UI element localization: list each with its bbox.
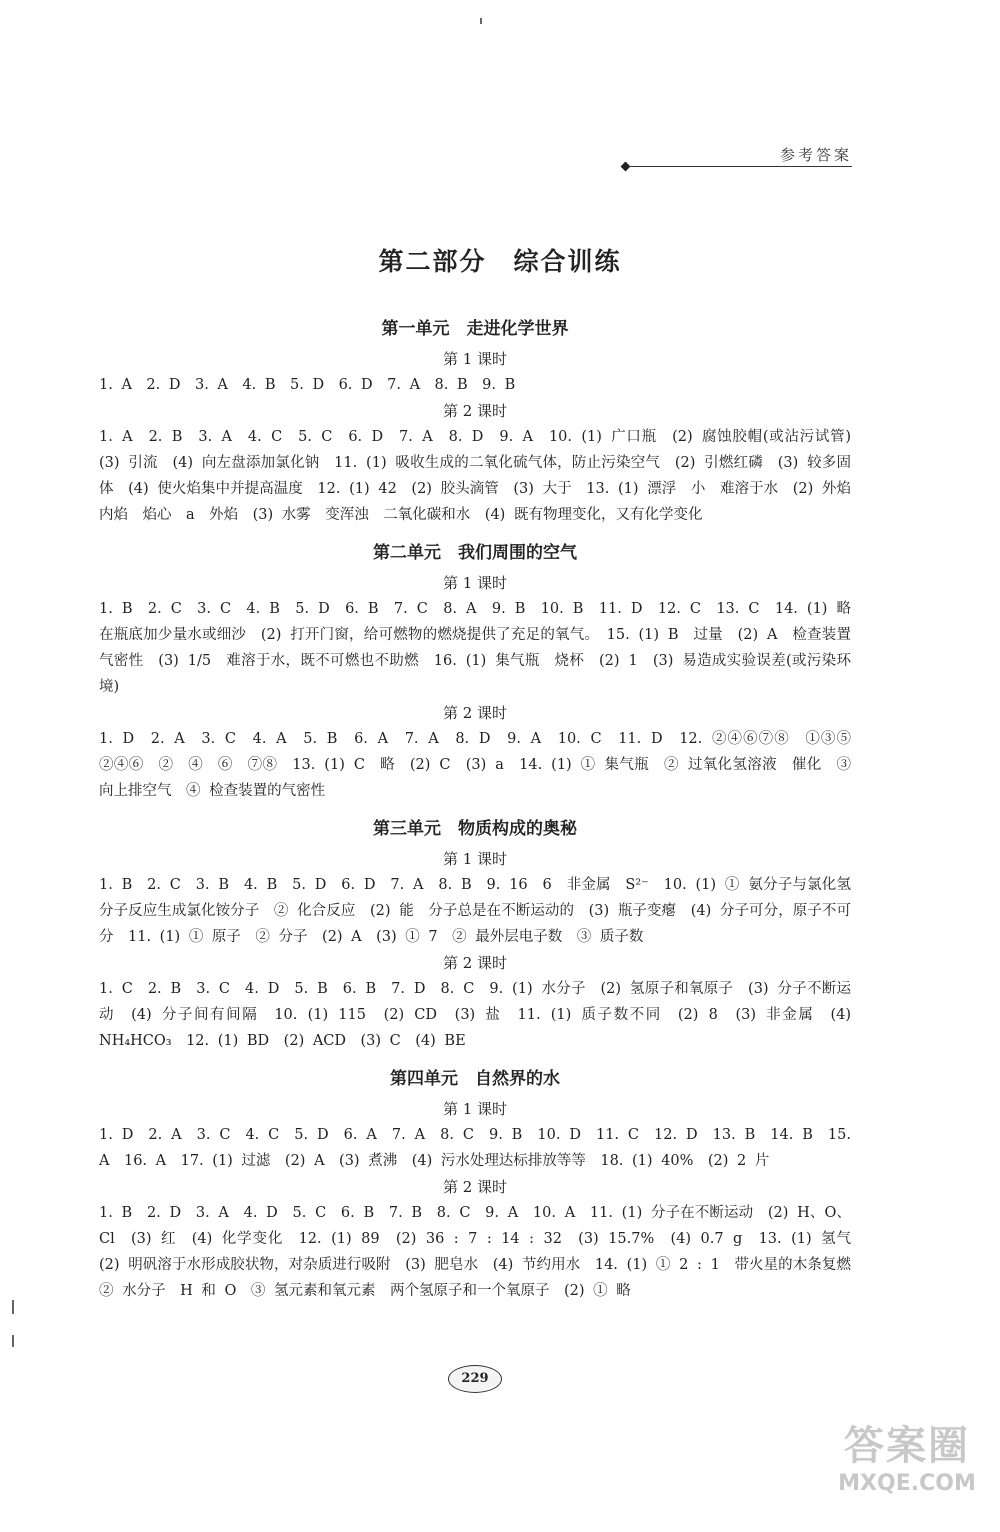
part-title: 第二部分 综合训练 [378, 247, 622, 276]
header-title: 参考答案 [779, 146, 852, 164]
answer-text: 1. B 2. C 3. C 4. B 5. D 6. B 7. C 8. A 9. B 10. B 11. D 12. C 13. C 14. (1) 略 在瓶底加少量水或细沙 (2) 打开门窗，给可燃物的燃烧提供了充足的氧气。 15. (1) B 过量 (2) A 检查装置气密性 (3) 1/5 难溶于水，既不可燃也不助燃 16. (1) 集气瓶 烧杯 (2) 1 (3) 易造成实验误差(或污染环境) [99, 601, 866, 695]
unit-title: 第二单元 我们周围的空气 [373, 543, 577, 563]
watermark-logo-text: 答案圈 [844, 1423, 970, 1469]
lesson-title: 第 2 课时 [442, 954, 508, 972]
lesson-title: 第 2 课时 [442, 402, 508, 420]
unit-title: 第四单元 自然界的水 [390, 1069, 560, 1089]
lesson-title: 第 1 课时 [442, 850, 508, 868]
scan-mark [480, 18, 482, 24]
scan-mark [12, 1335, 14, 1347]
answer-text: 1. A 2. B 3. A 4. C 5. C 6. D 7. A 8. D 9. A 10. (1) 广口瓶 (2) 腐蚀胶帽(或沾污试管) (3) 引流 (4) 向左盘添加氯化钠 11. (1) 吸收生成的二氧化硫气体，防止污染空气 (2) 引燃红磷 (3) 较多固体 (4) 使火焰集中并提高温度 12. (1) 42 (2) 胶头滴管 (3) 大于 13. (1) 漂浮 小 难溶于水 (2) 外焰 内焰 焰心 a 外焰 (3) 水雾 变浑浊 二氧化碳和水 (4) 既有物理变化，又有化学变化 [99, 429, 866, 523]
lesson-title: 第 1 课时 [442, 574, 508, 592]
answer-text: 1. D 2. A 3. C 4. A 5. B 6. A 7. A 8. D 9. A 10. C 11. D 12. ②④⑥⑦⑧ ①③⑤ ②④⑥ ② ④ ⑥ ⑦⑧ 13. (1) C 略 (2) C (3) a 14. (1) ① 集气瓶 ② 过氧化氢溶液 催化 ③ 向上排空气 ④ 检查装置的气密性 [99, 731, 866, 799]
watermark-url: MXQE.COM [838, 1471, 976, 1496]
answer-text: 1. C 2. B 3. C 4. D 5. B 6. B 7. D 8. C 9. (1) 水分子 (2) 氢原子和氧原子 (3) 分子不断运动 (4) 分子间有间隔 10. (1) 115 (2) CD (3) 盐 11. (1) 质子数不同 (2) 8 (3) 非金属 (4) NH₄HCO₃ 12. (1) BD (2) ACD (3) C (4) BE [99, 981, 851, 1049]
answer-text: 1. B 2. D 3. A 4. D 5. C 6. B 7. B 8. C 9. A 10. A 11. (1) 分子在不断运动 (2) H、O、Cl (3) 红 (4) 化学变化 12. (1) 89 (2) 36 : 7 : 14 : 32 (3) 15.7% (4) 0.7 g 13. (1) 氢气 (2) 明矾溶于水形成胶状物，对杂质进行吸附 (3) 肥皂水 (4) 节约用水 14. (1) ① 2 : 1 带火星的木条复燃 ② 水分子 H 和 O ③ 氢元素和氧元素 两个氢原子和一个氧原子 (2) ① 略 [99, 1205, 866, 1299]
answer-text: 1. D 2. A 3. C 4. C 5. D 6. A 7. A 8. C 9. B 10. D 11. C 12. D 13. B 14. B 15. A 16. A 17. (1) 过滤 (2) A (3) 煮沸 (4) 污水处理达标排放等等 18. (1) 40% (2) 2 片 [99, 1127, 851, 1169]
lesson-title: 第 1 课时 [442, 350, 508, 368]
unit-title: 第三单元 物质构成的奥秘 [373, 819, 577, 839]
scan-mark [12, 1300, 14, 1314]
lesson-title: 第 2 课时 [442, 704, 508, 722]
answer-text: 1. B 2. C 3. B 4. B 5. D 6. D 7. A 8. B 9. 16 6 非金属 S²⁻ 10. (1) ① 氨分子与氯化氢分子反应生成氯化铵分子 ② 化合反应 (2) 能 分子总是在不断运动的 (3) 瓶子变瘪 (4) 分子可分，原子不可分 11. (1) ① 原子 ② 分子 (2) A (3) ① 7 ② 最外层电子数 ③ 质子数 [99, 877, 851, 945]
unit-title: 第一单元 走进化学世界 [381, 319, 569, 339]
answer-text: 1. A 2. D 3. A 4. B 5. D 6. D 7. A 8. B 9. B [99, 377, 516, 393]
watermark [832, 1414, 982, 1524]
header-rule [628, 166, 852, 167]
page-header [622, 148, 852, 172]
lesson-title: 第 2 课时 [442, 1178, 508, 1196]
page-number: 229 [448, 1365, 502, 1393]
answer-content [99, 304, 866, 1304]
lesson-title: 第 1 课时 [442, 1100, 508, 1118]
